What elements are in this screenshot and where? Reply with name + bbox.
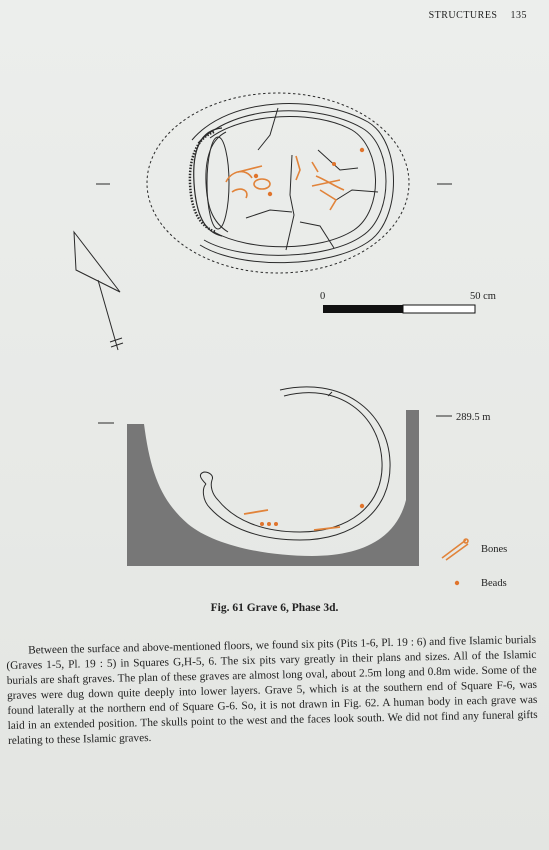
grave-section — [98, 387, 490, 566]
north-arrow-icon — [74, 232, 123, 350]
body-text-block — [6, 633, 538, 749]
level-label: 289.5 m — [456, 412, 491, 423]
section-title: STRUCTURES — [428, 10, 498, 21]
scale-zero-label: 0 — [320, 291, 326, 302]
shaft-outer-rim — [192, 104, 394, 263]
shaft-inner-rim — [198, 111, 386, 256]
section-beads — [260, 504, 364, 526]
plan-bones — [226, 156, 344, 210]
legend — [442, 539, 507, 589]
bead-dot-icon — [455, 581, 459, 585]
page-number: 135 — [510, 10, 527, 21]
grave-plan — [96, 93, 452, 273]
scale-end-label: 50 cm — [470, 291, 496, 302]
figure-caption: Fig. 61 Grave 6, Phase 3d. — [210, 602, 339, 614]
plan-beads — [254, 148, 364, 196]
legend-beads-label: Beads — [481, 578, 507, 589]
scale-bar — [320, 291, 496, 313]
bones-icon — [442, 539, 468, 560]
pit-outline — [147, 93, 409, 273]
section-bones — [244, 510, 340, 530]
legend-bones-label: Bones — [481, 544, 508, 555]
body-paragraph: Between the surface and above-mentioned floors, we found six pits (Pits 1-6, Pl. 19 : 6) and five Islamic burials (Graves 1-5, Pl. 19 : 5) in Squares G,H-5, 6. The six pits vary greatly in their plans and sizes. All of the Islamic burials are shaft graves. The plan of these graves are almost long oval, about 2.5m long and 0.8m wide. Some of the graves were dug down quite deeply into lower layers. Grave 5, which is at the southern end of Square F-6, was found laterally at the northern end of Square G-6. So, it is not drawn in Fig. 62. A human body in each grave was laid in an extended position. The skulls point to the west and the faces look south. We did not find any funeral gifts relating to these Islamic graves. — [6, 633, 538, 747]
